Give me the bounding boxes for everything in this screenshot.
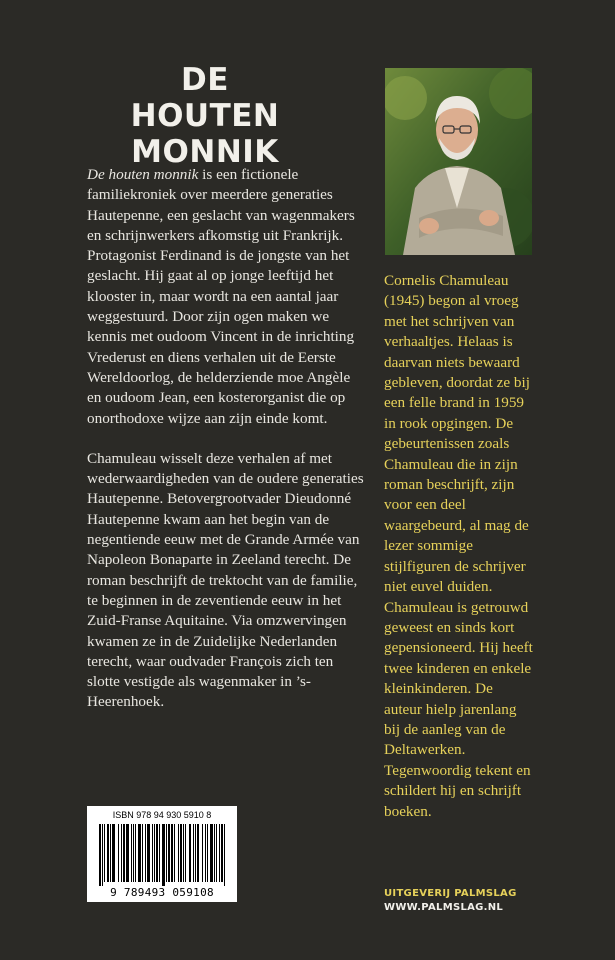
author-bio: Cornelis Chamuleau (1945) begon al vroeg met het schrijven van verhaaltjes. Helaas is daarvan niets bewaard gebleven, doordat ze bij een felle brand in 1959 in rook opgingen. De gebeurtenissen zoals Chamuleau die in zijn roman beschrijft, zijn voor een deel waargebeurd, al mag de lezer sommige stijlfiguren de schrijver niet euvel duiden. Chamuleau is getrouwd geweest en sinds kort gepensioneerd. Hij heeft twee kinderen en enkele kleinkinderen. De auteur hielp jarenlang bij de aanleg van de Deltawerken. Tegenwoordig tekent en schildert hij en schrijft boeken. [384, 272, 533, 820]
isbn-label: ISBN 978 94 930 5910 8 [112, 810, 212, 820]
barcode-bar [202, 824, 203, 882]
barcode-bar [154, 824, 155, 882]
barcode-bar [174, 824, 175, 882]
barcode-bar [210, 824, 213, 882]
barcode-bar [112, 824, 115, 882]
publisher-website[interactable]: WWW.PALMSLAG.NL [384, 902, 504, 913]
barcode-bar [142, 824, 143, 882]
barcode-bar [107, 824, 109, 882]
title-line-1: DE HOUTEN [130, 62, 280, 134]
barcode-bar [195, 824, 196, 882]
barcode-bar [159, 824, 160, 882]
title-line-2: MONNIK [131, 134, 279, 170]
barcode-bar [207, 824, 208, 882]
isbn-barcode [87, 806, 237, 902]
barcode-bar [123, 824, 125, 882]
author-photo [385, 68, 532, 255]
barcode-bar [180, 824, 182, 882]
barcode-bar [118, 824, 119, 882]
barcode-bar [133, 824, 134, 882]
barcode-bar [147, 824, 150, 882]
barcode-bar [189, 824, 191, 882]
barcode-bar [135, 824, 136, 882]
blurb-paragraph-1 [87, 165, 365, 429]
barcode-bar [168, 824, 170, 882]
barcode-bar [156, 824, 158, 882]
barcode-bar [221, 824, 223, 882]
back-cover-blurb [87, 165, 365, 733]
barcode-bar [104, 824, 105, 882]
barcode-bar [152, 824, 153, 882]
barcode-bar [216, 824, 217, 882]
blurb-paragraph-1-text: is een fictionele familiekroniek over meerdere generaties Hautepenne, een geslacht van wagenmakers en schrijnwerkers afkomstig uit Frankrijk. Protagonist Ferdinand is de jongste van het geslacht. Hij gaat al op jonge leeftijd het klooster in, maar wordt na een aantal jaar weggestuurd. Door zijn ogen maken we kennis met oudoom Vincent in de inrichting Vrederust en diens verhalen uit de Eerste Wereldoorlog, de helderziende moe Angèle en oudoom Jean, een kosterorganist die op onorthodoxe wijze aan zijn einde komt. [87, 166, 355, 427]
barcode-bar [102, 824, 103, 886]
barcode-bar [126, 824, 129, 882]
barcode-bar [183, 824, 184, 882]
barcode-bar [162, 824, 165, 886]
barcode-bar [110, 824, 111, 882]
barcode-bar [214, 824, 215, 882]
barcode-bar [121, 824, 122, 882]
barcode-bar [145, 824, 146, 882]
publisher-name: UITGEVERIJ PALMSLAG [384, 888, 517, 899]
barcode-bar [99, 824, 101, 886]
barcode-bar [178, 824, 179, 882]
barcode-bar [185, 824, 186, 882]
barcode-digits: 9 789493 059108 [110, 886, 214, 899]
book-title [105, 62, 305, 170]
barcode-bar [205, 824, 206, 882]
barcode-bar [219, 824, 220, 882]
barcode-bar [224, 824, 225, 886]
barcode-bar [131, 824, 132, 882]
barcode-bar [138, 824, 141, 882]
book-title-italic: De houten monnik [87, 166, 199, 183]
author-portrait-icon [385, 68, 532, 255]
barcode-bar [193, 824, 194, 882]
barcode-bar [197, 824, 199, 882]
blurb-paragraph-2: Chamuleau wisselt deze verhalen af met wederwaardigheden van de oudere generaties Hautepenne. Betovergrootvader Dieudonné Hautepenne kwam aan het begin van de negentiende eeuw met de Grande Armée van Napoleon Bonaparte in Zeeland terecht. De roman beschrijft de trektocht van de familie, te beginnen in de zeventiende eeuw in het Zuid-Franse Aquitaine. Via omzwervingen kwamen ze in de Zuidelijke Nederlanden terecht, waar oudvader François zich ten slotte vestigde als wagenmaker in ’s-Heerenhoek. [87, 449, 364, 711]
barcode-bar [171, 824, 173, 882]
barcode-bar [166, 824, 167, 882]
